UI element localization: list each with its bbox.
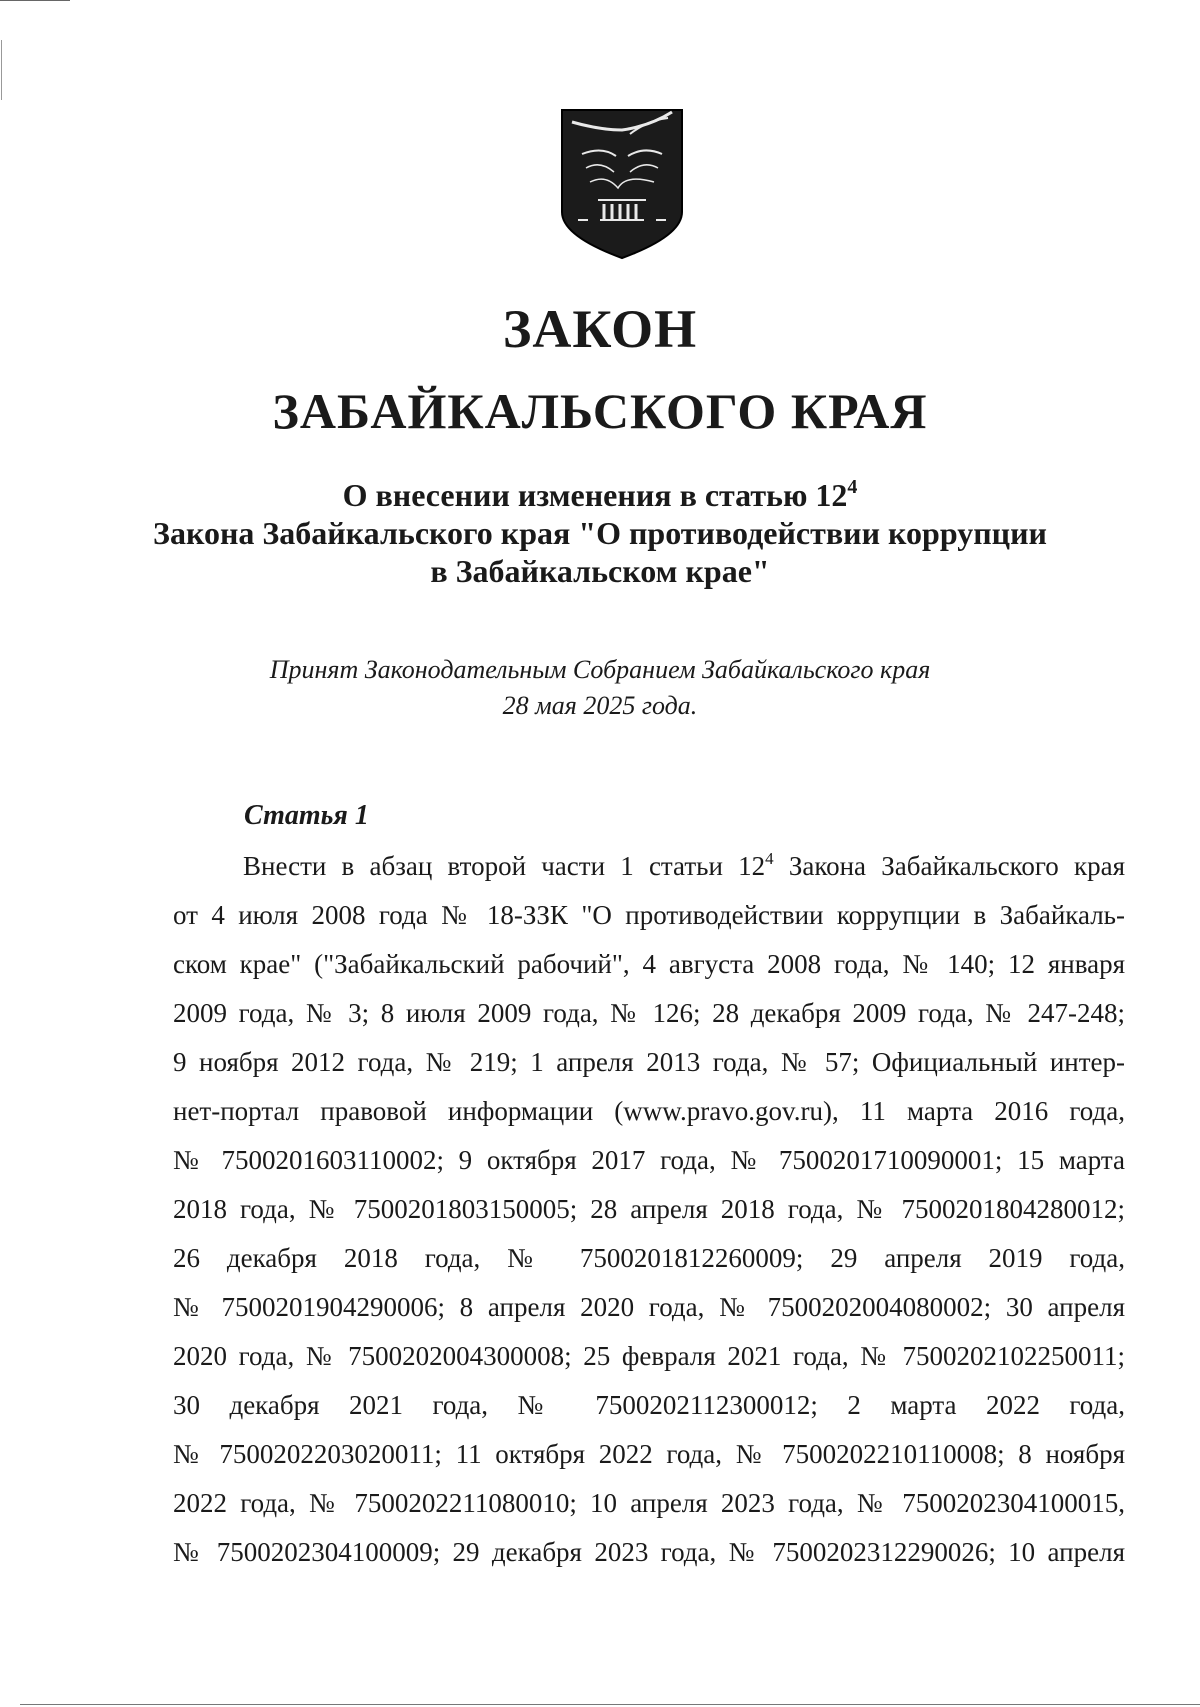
subtitle-line-2: Закона Забайкальского края "О противодействии коррупции <box>153 515 1047 551</box>
scan-edge-mark <box>20 1704 1200 1705</box>
article-line: 26 декабря 2018 года, № 7500201812260009; 29 апреля 2019 года, <box>173 1243 1125 1273</box>
article-line: № 7500201603110002; 9 октября 2017 года, № 7500201710090001; 15 марта <box>173 1145 1125 1175</box>
article-superscript: 4 <box>765 849 774 868</box>
scan-edge-mark <box>0 0 70 1</box>
article-line: 2022 года, № 7500202211080010; 10 апреля 2023 года, № 7500202304100015, <box>173 1488 1125 1518</box>
article-line-text: Внести в абзац второй части 1 статьи 12 <box>243 851 766 881</box>
article-line: 2009 года, № 3; 8 июля 2009 года, № 126; 28 декабря 2009 года, № 247-248; <box>173 998 1125 1028</box>
article-line: № 7500202304100009; 29 декабря 2023 года, № 7500202312290026; 10 апреля <box>173 1537 1125 1567</box>
region-title: ЗАБАЙКАЛЬСКОГО КРАЯ <box>272 383 928 439</box>
article-line: ском крае" ("Забайкальский рабочий", 4 августа 2008 года, № 140; 12 января <box>173 949 1125 979</box>
coat-of-arms-icon <box>560 108 684 260</box>
article-line: № 7500202203020011; 11 октября 2022 года, № 7500202210110008; 8 ноября <box>173 1439 1125 1469</box>
article-superscript: 4 <box>847 476 858 498</box>
article-line: от 4 июля 2008 года № 18-ЗЗК "О противодействии коррупции в Забайкаль- <box>173 900 1125 930</box>
article-body <box>173 842 1125 1577</box>
subtitle-line-1-text: О внесении изменения в статью 12 <box>342 477 848 513</box>
subtitle-line-1 <box>0 476 1200 514</box>
adoption-note <box>0 652 1200 724</box>
adoption-line-1: Принят Законодательным Собранием Забайкальского края <box>269 655 931 684</box>
article-line: 2018 года, № 7500201803150005; 28 апреля 2018 года, № 7500201804280012; <box>173 1194 1125 1224</box>
article-line-text: Закона Забайкальского края <box>773 851 1125 881</box>
law-title: ЗАКОН <box>502 299 698 359</box>
article-line: № 7500201904290006; 8 апреля 2020 года, № 7500202004080002; 30 апреля <box>173 1292 1125 1322</box>
scan-edge-mark <box>1 40 2 100</box>
subtitle-line-3: в Забайкальском крае" <box>430 553 770 589</box>
article-line <box>173 842 1125 891</box>
law-subtitle <box>0 476 1200 590</box>
article-line: 9 ноября 2012 года, № 219; 1 апреля 2013 года, № 57; Официальный интер- <box>173 1047 1125 1077</box>
article-line: 30 декабря 2021 года, № 7500202112300012; 2 марта 2022 года, <box>173 1390 1125 1420</box>
adoption-date: 28 мая 2025 года. <box>502 691 698 720</box>
article-line: 2020 года, № 7500202004300008; 25 февраля 2021 года, № 7500202102250011; <box>173 1341 1125 1371</box>
article-heading: Статья 1 <box>244 800 369 831</box>
article-line: нет-портал правовой информации (www.pravo.gov.ru), 11 марта 2016 года, <box>173 1096 1125 1126</box>
